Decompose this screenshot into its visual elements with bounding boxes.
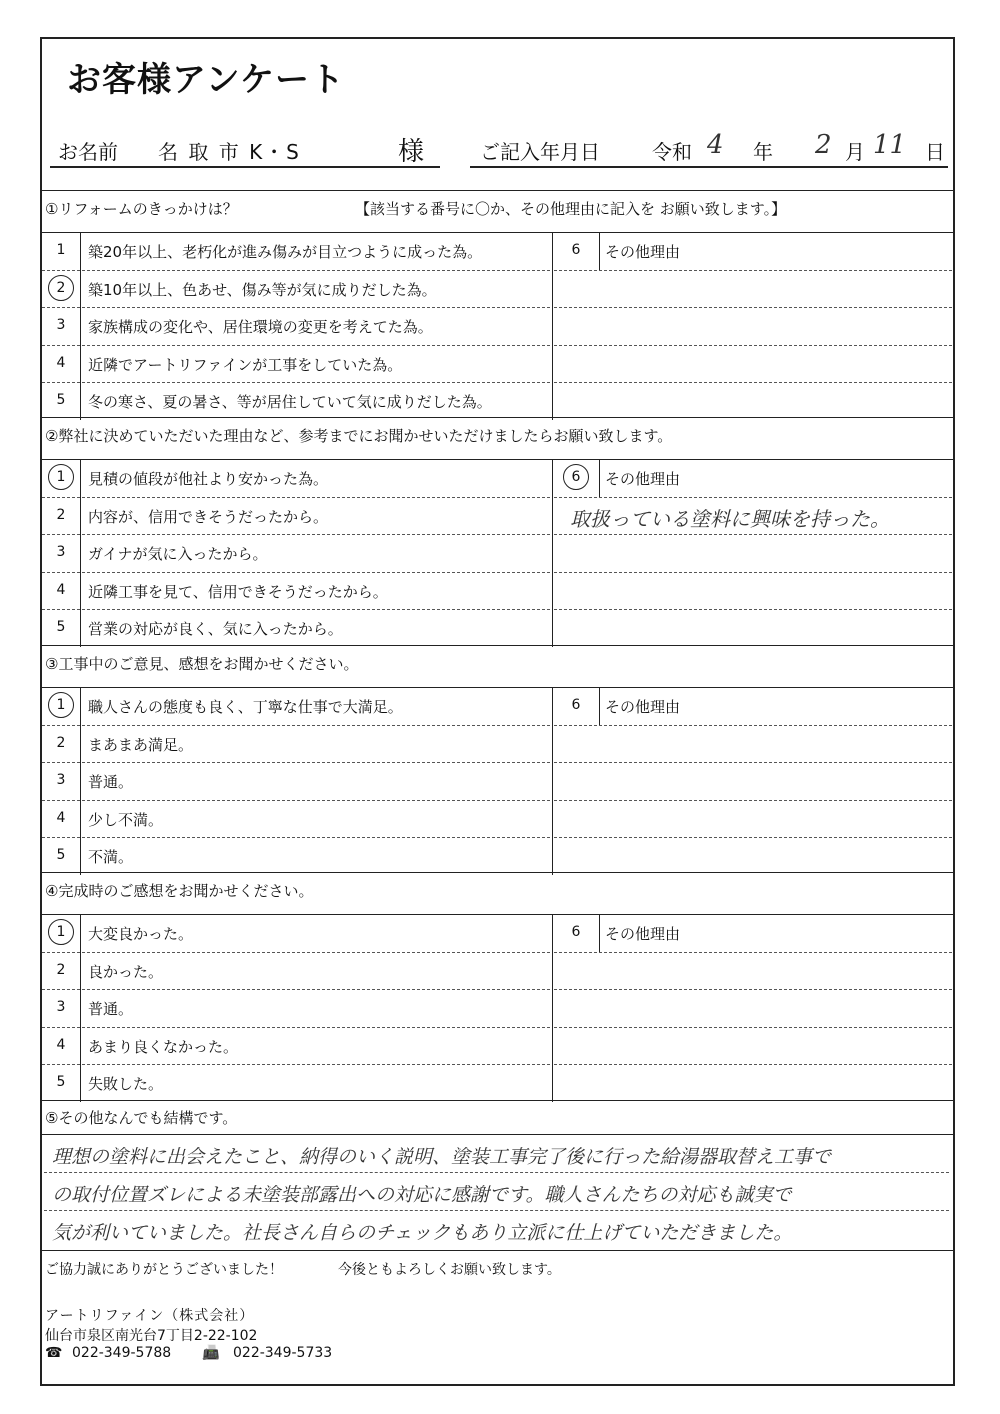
company-address: 仙台市泉区南光台7丁目2-22-102 [45, 1328, 258, 1344]
option-text: あまり良くなかった。 [88, 1037, 239, 1056]
phone-number: 022-349-5788 [72, 1345, 172, 1361]
phone-icon: ☎ [45, 1345, 63, 1361]
section-note: 【該当する番号に〇か、その他理由に記入を お願い致します。】 [355, 200, 787, 218]
option-number: 5 [56, 392, 66, 408]
other-row-separator [554, 800, 952, 801]
option-text: 少し不満。 [88, 810, 164, 829]
other-row-separator [554, 497, 952, 498]
section-header-rule [40, 687, 955, 688]
section-top-rule [40, 645, 955, 646]
day-unit: 日 [925, 140, 945, 164]
name-underline [50, 166, 440, 168]
section-header-rule [40, 914, 955, 915]
row-separator [42, 762, 550, 763]
selected-choice-circle [48, 692, 74, 718]
other-row-separator [554, 989, 952, 990]
year-unit: 年 [753, 140, 773, 164]
other-row-separator [554, 1027, 952, 1028]
option-text: 内容が、信用できそうだったから。 [88, 507, 329, 526]
row-separator [42, 307, 550, 308]
option-text: 普通。 [88, 773, 134, 791]
form-title: お客様アンケート [67, 60, 345, 100]
row-separator [42, 952, 550, 953]
option-text: まあまあ満足。 [88, 735, 194, 754]
option-number: 1 [56, 242, 66, 258]
option-number: 5 [56, 619, 66, 635]
row-separator [42, 497, 550, 498]
other-number: 6 [571, 924, 581, 940]
section-header-rule [40, 459, 955, 460]
section-title: ④完成時のご感想をお聞かせください。 [45, 882, 314, 900]
fax-number: 022-349-5733 [233, 1345, 333, 1361]
option-number: 2 [56, 734, 66, 751]
other-row-separator [554, 382, 952, 383]
option-text: 良かった。 [88, 962, 164, 981]
option-text: 不満。 [88, 848, 134, 866]
option-number: 3 [56, 317, 66, 333]
other-row-separator [554, 270, 952, 271]
option-text: 営業の対応が良く、気に入ったから。 [88, 620, 343, 638]
section-title: ②弊社に決めていただいた理由など、参考までにお聞かせいただけましたらお願い致します。 [45, 427, 673, 445]
row-separator [42, 609, 550, 610]
other-column-divider [552, 914, 553, 1102]
date-underline [470, 166, 948, 168]
fax-icon: 📠 [202, 1345, 220, 1361]
other-reason-handwritten: 取扱っている塗料に興味を持った。 [570, 506, 890, 531]
other-number-divider [599, 232, 600, 270]
option-number: 4 [56, 581, 66, 598]
other-row-separator [554, 952, 952, 953]
option-number: 1 [56, 924, 66, 940]
other-number-divider [599, 687, 600, 725]
other-row-separator [554, 307, 952, 308]
other-number: 6 [571, 697, 581, 713]
option-text: 失敗した。 [88, 1075, 164, 1093]
option-number: 5 [56, 1074, 66, 1090]
option-number: 2 [56, 279, 66, 296]
honorific: 様 [398, 137, 425, 167]
option-text: 普通。 [88, 1000, 134, 1018]
option-text: 見積の値段が他社より安かった為。 [88, 470, 329, 488]
free-section-title-rule [40, 1134, 955, 1135]
row-separator [42, 800, 550, 801]
other-row-separator [554, 725, 952, 726]
option-number: 4 [56, 809, 66, 826]
day-value: 11 [873, 130, 907, 160]
other-row-separator [554, 837, 952, 838]
option-text: 家族構成の変化や、居住環境の変更を考えてた為。 [88, 318, 433, 336]
other-number-divider [599, 914, 600, 952]
customer-name: 名 取 市 K・S [158, 140, 301, 164]
option-number: 2 [56, 506, 66, 523]
row-separator [42, 1027, 550, 1028]
free-writing-line-2 [44, 1210, 949, 1211]
selected-choice-circle [48, 919, 74, 945]
option-number: 5 [56, 847, 66, 863]
free-section-top-rule [40, 1100, 955, 1101]
other-row-separator [554, 609, 952, 610]
company-name: アートリファイン（株式会社） [45, 1308, 255, 1324]
era-label: 令和 [652, 140, 692, 164]
option-number: 4 [56, 354, 66, 371]
row-separator [42, 572, 550, 573]
selected-other-circle [563, 464, 589, 490]
section-title: ①リフォームのきっかけは？ [45, 200, 238, 218]
year-value: 4 [707, 130, 724, 160]
section-top-rule [40, 417, 955, 418]
free-section-bottom-rule [40, 1250, 955, 1251]
option-number: 1 [56, 697, 66, 713]
other-reason-label: その他理由 [605, 925, 681, 943]
other-reason-label: その他理由 [605, 470, 681, 488]
option-text: 築20年以上、老朽化が進み傷みが目立つように成った為。 [88, 243, 483, 261]
option-text: 築10年以上、色あせ、傷み等が気に成りだした為。 [88, 280, 437, 299]
name-label: お名前 [58, 140, 118, 164]
row-separator [42, 1064, 550, 1065]
other-number-divider [599, 459, 600, 497]
free-comment-line-1: 理想の塗料に出会えたこと、納得のいく説明、塗装工事完了後に行った給湯器取替え工事で [52, 1146, 832, 1168]
other-column-divider [552, 232, 553, 420]
regards-message: 今後ともよろしくお願い致します。 [338, 1262, 561, 1278]
other-row-separator [554, 345, 952, 346]
row-separator [42, 534, 550, 535]
option-text: 大変良かった。 [88, 925, 194, 943]
free-writing-line-1 [44, 1172, 949, 1173]
row-separator [42, 382, 550, 383]
option-number: 3 [56, 544, 66, 560]
section-top-rule [40, 872, 955, 873]
free-section-title: ⑤その他なんでも結構です。 [45, 1109, 238, 1127]
other-row-separator [554, 1064, 952, 1065]
option-number: 1 [56, 469, 66, 485]
option-text: 職人さんの態度も良く、丁寧な仕事で大満足。 [88, 698, 403, 716]
date-label: ご記入年月日 [480, 140, 600, 164]
option-text: 近隣でアートリファインが工事をしていた為。 [88, 355, 403, 374]
other-number: 6 [571, 242, 581, 258]
row-separator [42, 725, 550, 726]
thanks-message: ご協力誠にありがとうございました！ [45, 1262, 283, 1278]
option-text: 冬の寒さ、夏の暑さ、等が居住していて気に成りだした為。 [88, 393, 492, 411]
selected-choice-circle [48, 275, 74, 301]
other-column-divider [552, 687, 553, 875]
other-number: 6 [571, 469, 581, 485]
option-number: 4 [56, 1036, 66, 1053]
other-row-separator [554, 534, 952, 535]
option-number: 3 [56, 999, 66, 1015]
section-title: ③工事中のご意見、感想をお聞かせください。 [45, 655, 359, 673]
free-comment-line-2: の取付位置ズレによる未塗装部露出への対応に感謝です。職人さんたちの対応も誠実で [52, 1184, 792, 1206]
row-separator [42, 345, 550, 346]
row-separator [42, 989, 550, 990]
row-separator [42, 837, 550, 838]
other-row-separator [554, 762, 952, 763]
other-reason-label: その他理由 [605, 698, 681, 716]
other-reason-label: その他理由 [605, 243, 681, 261]
option-number: 3 [56, 772, 66, 788]
other-column-divider [552, 459, 553, 647]
month-unit: 月 [845, 140, 865, 164]
option-text: 近隣工事を見て、信用できそうだったから。 [88, 582, 388, 601]
selected-choice-circle [48, 464, 74, 490]
month-value: 2 [815, 130, 832, 160]
option-text: ガイナが気に入ったから。 [88, 545, 268, 563]
option-number: 2 [56, 961, 66, 978]
section-top-rule [40, 190, 955, 191]
free-comment-line-3: 気が利いていました。社長さん自らのチェックもあり立派に仕上げていただきました。 [52, 1222, 793, 1244]
row-separator [42, 270, 550, 271]
section-header-rule [40, 232, 955, 233]
other-row-separator [554, 572, 952, 573]
